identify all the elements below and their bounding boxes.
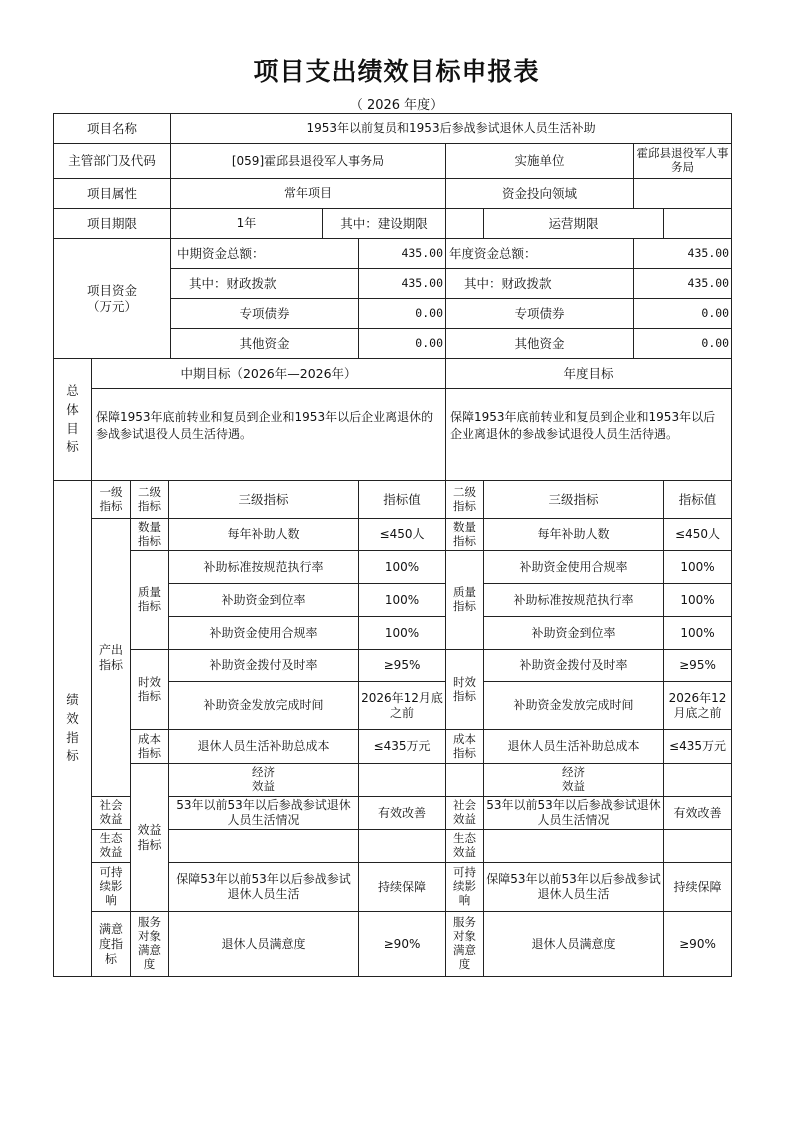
- mid-indicator-name: [359, 764, 446, 797]
- period-value: 1年: [171, 209, 323, 239]
- mid-indicator-name: 补助资金到位率: [169, 584, 359, 617]
- indicator-row: [54, 551, 732, 584]
- mid-indicator-value: ≥95%: [359, 650, 446, 682]
- year-bond-value: 0.00: [634, 299, 732, 329]
- attr-label: 项目属性: [54, 179, 171, 209]
- header-level3: 三级指标: [169, 481, 359, 519]
- level2-quality: 质量指标: [131, 551, 169, 650]
- year-indicator-value: 100%: [664, 551, 732, 584]
- year-indicator-value: ≥95%: [664, 650, 732, 682]
- mid-fiscal-value: 435.00: [359, 269, 446, 299]
- mid-fiscal-label: 其中：财政拨款: [171, 269, 359, 299]
- mid-indicator-value: 2026年12月底之前: [359, 682, 446, 730]
- level1-output: 产出指标: [92, 519, 131, 797]
- year-indicator-value: [664, 830, 732, 863]
- year-level2-timeliness: 时效指标: [446, 650, 484, 730]
- header-level3-year: 三级指标: [484, 481, 664, 519]
- year-level2-social: 社会效益: [446, 797, 484, 830]
- level2-service: 服务对象满意度: [131, 912, 169, 977]
- level2-quantity: 数量指标: [131, 519, 169, 551]
- header-value: 指标值: [359, 481, 446, 519]
- year-level2-sustainable: 可持续影响: [446, 863, 484, 912]
- indicator-header-row: [54, 481, 732, 519]
- level1-satisfaction: 满意度指标: [92, 912, 131, 977]
- year-indicator-value: 100%: [664, 617, 732, 650]
- header-level2-year: 二级指标: [446, 481, 484, 519]
- year-goal-header: 年度目标: [446, 359, 732, 389]
- funds-label: [54, 239, 171, 359]
- period-label: 项目期限: [54, 209, 171, 239]
- mid-bond-label: 专项债券: [171, 299, 359, 329]
- level2-economic: 经济效益: [169, 764, 359, 797]
- mid-indicator-value: ≤450人: [359, 519, 446, 551]
- mid-indicator-value: 持续保障: [359, 863, 446, 912]
- year-bond-label: 专项债券: [446, 299, 634, 329]
- goals-label: [54, 359, 92, 481]
- mid-indicator-name: 补助资金拨付及时率: [169, 650, 359, 682]
- year-indicator-name: 退休人员满意度: [484, 912, 664, 977]
- field-label: 资金投向领域: [446, 179, 634, 209]
- indicator-row: [54, 519, 732, 551]
- funds-label-line1: 项目资金: [86, 282, 137, 298]
- year-level2-economic: 经济效益: [484, 764, 664, 797]
- level2-timeliness: 时效指标: [131, 650, 169, 730]
- mid-indicator-name: 补助资金使用合规率: [169, 617, 359, 650]
- year-fiscal-label: 其中：财政拨款: [446, 269, 634, 299]
- header-level2: 二级指标: [131, 481, 169, 519]
- year-indicator-value: ≤435万元: [664, 730, 732, 764]
- year-fiscal-value: 435.00: [634, 269, 732, 299]
- year-level2-quantity: 数量指标: [446, 519, 484, 551]
- year-indicator-name: 补助资金发放完成时间: [484, 682, 664, 730]
- funds-label-line2: （万元）: [86, 298, 137, 314]
- mid-indicator-value: 100%: [359, 617, 446, 650]
- fiscal-year: （ 2026 年度）: [349, 98, 444, 113]
- year-other-label: 其他资金: [446, 329, 634, 359]
- build-label: 其中：建设期限: [323, 209, 446, 239]
- mid-goal-text: 保障1953年底前转业和复员到企业和1953年以后企业离退休的参战参试退役人员生活待遇。: [92, 389, 446, 481]
- year-indicator-name: 保障53年以前53年以后参战参试退休人员生活: [484, 863, 664, 912]
- year-indicator-name: 退休人员生活补助总成本: [484, 730, 664, 764]
- mid-indicator-value: [359, 830, 446, 863]
- mid-other-value: 0.00: [359, 329, 446, 359]
- year-indicator-name: 补助资金到位率: [484, 617, 664, 650]
- mid-total-label: 中期资金总额：: [171, 239, 359, 269]
- level2-ecological: 生态效益: [92, 830, 131, 863]
- op-label: 运营期限: [484, 209, 664, 239]
- year-indicator-value: ≥90%: [664, 912, 732, 977]
- mid-indicator-value: ≥90%: [359, 912, 446, 977]
- impl-value: 霍邱县退役军人事务局: [634, 144, 732, 179]
- mid-indicator-value: ≤435万元: [359, 730, 446, 764]
- header-value-year: 指标值: [664, 481, 732, 519]
- attr-value: 常年项目: [171, 179, 446, 209]
- mid-indicator-name: 补助资金发放完成时间: [169, 682, 359, 730]
- project-info-table: [53, 113, 732, 359]
- year-indicator-name: 每年补助人数: [484, 519, 664, 551]
- year-indicator-value: 持续保障: [664, 863, 732, 912]
- year-indicator-value: ≤450人: [664, 519, 732, 551]
- mid-indicator-name: 保障53年以前53年以后参战参试退休人员生活: [169, 863, 359, 912]
- year-indicator-name: 补助标准按规范执行率: [484, 584, 664, 617]
- indicators-table: [53, 480, 732, 977]
- project-name-value: 1953年以前复员和1953后参战参试退休人员生活补助: [171, 114, 732, 144]
- mid-bond-value: 0.00: [359, 299, 446, 329]
- mid-other-label: 其他资金: [171, 329, 359, 359]
- year-level2-quality: 质量指标: [446, 551, 484, 650]
- year-indicator-name: [664, 764, 732, 797]
- mid-indicator-value: 有效改善: [359, 797, 446, 830]
- impl-label: 实施单位: [446, 144, 634, 179]
- mid-indicator-value: [446, 764, 484, 797]
- dept-label: 主管部门及代码: [54, 144, 171, 179]
- mid-indicator-name: 退休人员生活补助总成本: [169, 730, 359, 764]
- indicator-row: [54, 764, 732, 797]
- year-total-label: 年度资金总额：: [446, 239, 634, 269]
- indicator-row: [54, 650, 732, 682]
- year-level2-service: 服务对象满意度: [446, 912, 484, 977]
- level2-social: 社会效益: [92, 797, 131, 830]
- mid-total-value: 435.00: [359, 239, 446, 269]
- indicator-row: [54, 730, 732, 764]
- field-value: [634, 179, 732, 209]
- perf-indicator-label: 绩效指标: [54, 481, 92, 977]
- year-indicator-name: 补助资金使用合规率: [484, 551, 664, 584]
- year-indicator-value: 2026年12月底之前: [664, 682, 732, 730]
- level2-cost: 成本指标: [131, 730, 169, 764]
- level2-sustainable: 可持续影响: [92, 863, 131, 912]
- mid-indicator-name: 补助标准按规范执行率: [169, 551, 359, 584]
- mid-indicator-name: 退休人员满意度: [169, 912, 359, 977]
- goals-label-text: 总体目标: [66, 383, 79, 455]
- level1-benefit: 效益指标: [131, 764, 169, 912]
- project-name-label: 项目名称: [54, 114, 171, 144]
- mid-indicator-value: 100%: [359, 584, 446, 617]
- year-indicator-name: 补助资金拨付及时率: [484, 650, 664, 682]
- op-value: [664, 209, 732, 239]
- mid-indicator-value: 100%: [359, 551, 446, 584]
- year-level2-cost: 成本指标: [446, 730, 484, 764]
- year-indicator-name: 53年以前53年以后参战参试退休人员生活情况: [484, 797, 664, 830]
- year-total-value: 435.00: [634, 239, 732, 269]
- year-indicator-value: 有效改善: [664, 797, 732, 830]
- indicator-row: [54, 912, 732, 977]
- goals-table: [53, 358, 732, 481]
- dept-value: [059]霍邱县退役军人事务局: [171, 144, 446, 179]
- header-level1: 一级指标: [92, 481, 131, 519]
- year-indicator-value: 100%: [664, 584, 732, 617]
- mid-indicator-name: [169, 830, 359, 863]
- year-indicator-name: [484, 830, 664, 863]
- year-other-value: 0.00: [634, 329, 732, 359]
- page-title: 项目支出绩效目标申报表: [253, 57, 540, 86]
- mid-indicator-name: 53年以前53年以后参战参试退休人员生活情况: [169, 797, 359, 830]
- year-goal-text: 保障1953年底前转业和复员到企业和1953年以后企业离退休的参战参试退役人员生活待遇。: [446, 389, 732, 481]
- year-level2-ecological: 生态效益: [446, 830, 484, 863]
- build-value: [446, 209, 484, 239]
- mid-goal-header: 中期目标（2026年—2026年）: [92, 359, 446, 389]
- mid-indicator-name: 每年补助人数: [169, 519, 359, 551]
